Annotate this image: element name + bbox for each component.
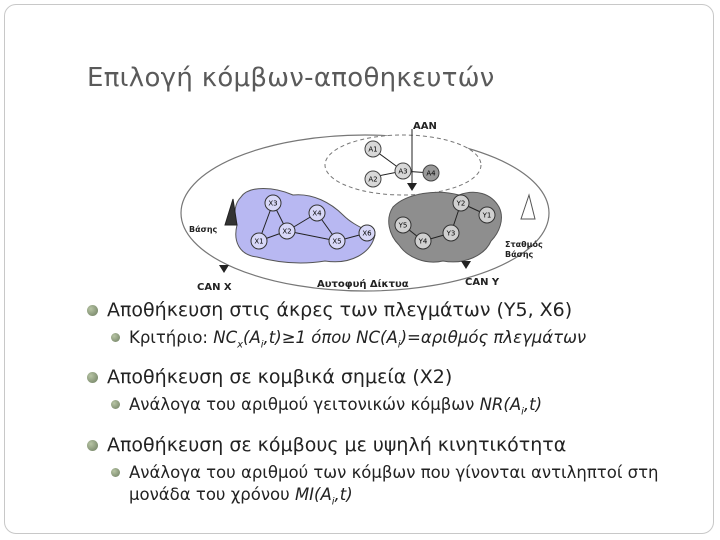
can-y-label: CAN Y — [465, 277, 500, 288]
base-left-label: Βάσης — [189, 225, 218, 234]
bullet-1-text: Αποθήκευση στις άκρες των πλεγμάτων (Y5, X6) — [107, 299, 573, 321]
node-a3-label: A3 — [398, 167, 408, 176]
slide — [4, 4, 714, 534]
bullet-dot-icon — [111, 400, 120, 409]
bullet-dot-icon — [87, 305, 98, 316]
base-station-right-icon — [521, 195, 535, 219]
bullet-2-sub — [85, 394, 705, 423]
base-station-left-icon — [225, 199, 237, 225]
node-x6-label: X6 — [362, 229, 372, 238]
can-x-region — [235, 189, 375, 264]
node-y4-label: Y4 — [418, 237, 428, 246]
bullet-list — [85, 297, 705, 521]
bullet-2-sub-text: Ανάλογα του αριθμού γειτονικών κόμβων $NR(A_i,t)$ — [129, 395, 543, 418]
bullet-1 — [85, 297, 705, 323]
base-right-label-1: Σταθμός — [505, 240, 543, 249]
node-y5-label: Y5 — [398, 221, 408, 230]
bullet-3-text: Αποθήκευση σε κόμβους με υψηλή κινητικότητα — [107, 433, 567, 456]
node-x2-label: X2 — [282, 227, 292, 236]
node-a4-label: A4 — [426, 169, 436, 178]
bullet-dot-icon — [87, 440, 98, 451]
bullet-2 — [85, 364, 705, 390]
node-x5-label: X5 — [332, 237, 342, 246]
node-a2-label: A2 — [368, 175, 378, 184]
network-diagram — [175, 115, 555, 295]
node-x3-label: X3 — [268, 199, 278, 208]
slide-title: Επιλογή κόμβων-αποθηκευτών — [87, 63, 495, 93]
bullet-dot-icon — [87, 372, 98, 383]
node-y1-label: Y1 — [482, 211, 492, 220]
node-x4-label: X4 — [312, 209, 322, 218]
node-y2-label: Y2 — [456, 199, 466, 208]
base-right-label-2: Βάσης — [505, 250, 534, 259]
bullet-dot-icon — [111, 468, 120, 477]
node-a1-label: A1 — [368, 145, 378, 154]
bullet-1-sub-text: Κριτήριο: $NC_x(A_i,t)\ge 1$ όπου $NC(A_i)=\alpha\rho\iota\theta\mu ό\varsigma$ πλεγμάτων — [129, 328, 587, 351]
adhoc-label: Αυτοφυή Δίκτυα — [317, 279, 409, 290]
bullet-2-text: Αποθήκευση σε κομβικά σημεία (Χ2) — [107, 366, 453, 389]
bullet-1-sub — [85, 327, 705, 356]
node-y3-label: Y3 — [446, 229, 456, 238]
bullet-dot-icon — [111, 333, 120, 342]
bullet-3-sub-text: Ανάλογα του αριθμού των κόμβων που γίνονται αντιληπτοί στη μονάδα του χρόνου $MI(A_i,t)$ — [129, 462, 659, 507]
can-y-pointer-icon — [461, 261, 471, 269]
bullet-3-sub — [85, 462, 705, 513]
bullet-3 — [85, 432, 705, 458]
node-x1-label: X1 — [254, 237, 264, 246]
can-x-label: CAN X — [197, 282, 232, 293]
aan-label: AAN — [413, 121, 437, 132]
can-x-pointer-icon — [219, 265, 229, 273]
